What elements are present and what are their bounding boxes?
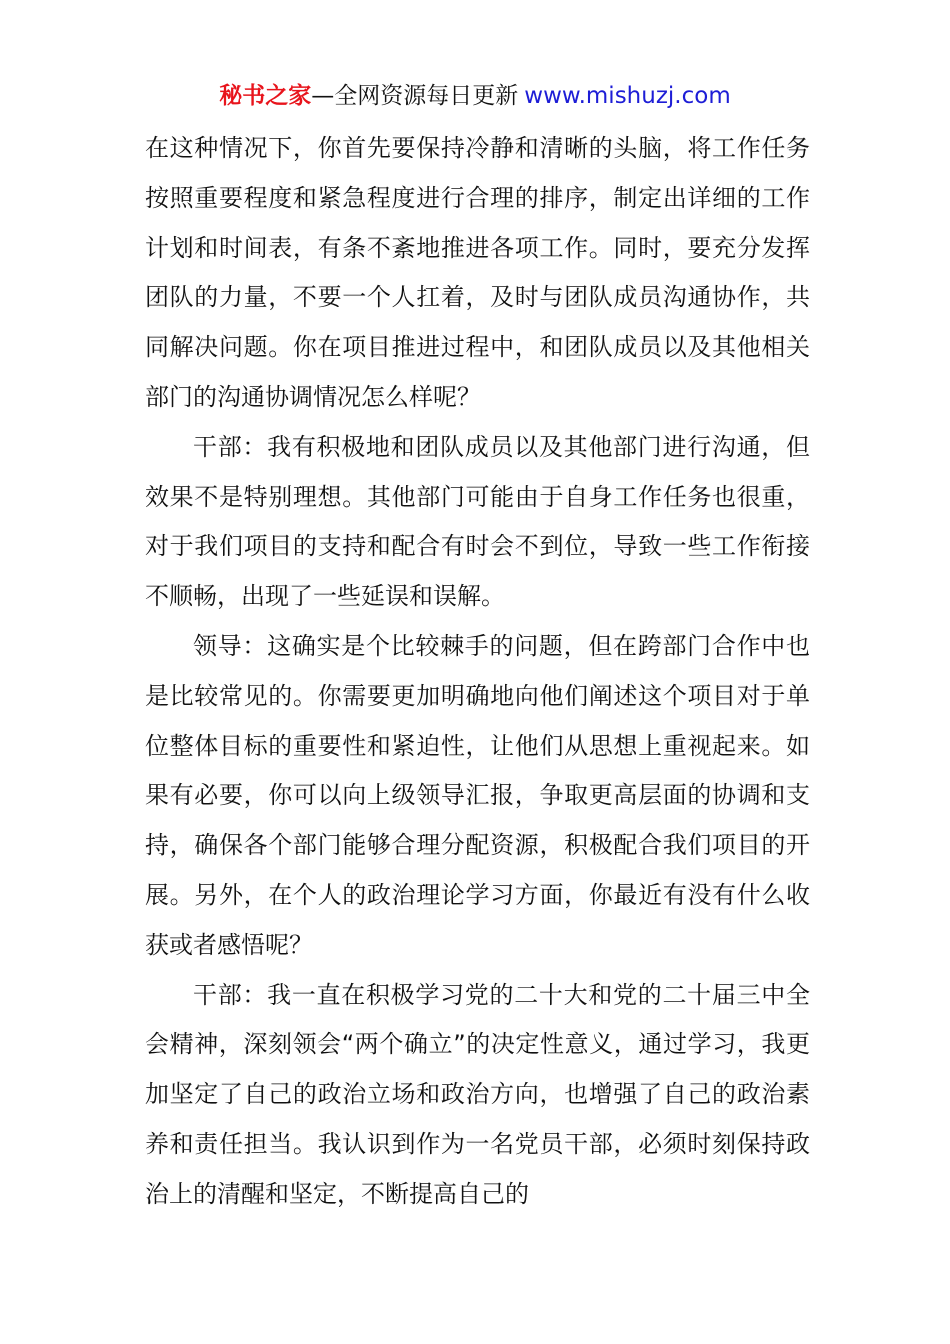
paragraph-cadre-reply-1: 干部：我有积极地和团队成员以及其他部门进行沟通，但效果不是特别理想。其他部门可能由于自身工作任务也很重，对于我们项目的支持和配合有时会不到位，导致一些工作衔接不顺畅，出现了一些延误和误解。 [145,432,810,611]
site-brand: 秘书之家 [219,83,312,109]
site-url-link[interactable]: www.mishuzj.com [524,83,731,109]
site-header [0,80,950,112]
document-body [145,124,810,1220]
paragraph-leader-reply: 领导：这确实是个比较棘手的问题，但在跨部门合作中也是比较常见的。你需要更加明确地向他们阐述这个项目对于单位整体目标的重要性和紧迫性，让他们从思想上重视起来。如果有必要，你可以向上级领导汇报，争取更高层面的协调和支持，确保各个部门能够合理分配资源，积极配合我们项目的开展。另外，在个人的政治理论学习方面，你最近有没有什么收获或者感悟呢？ [145,631,810,959]
paragraph-continued: 在这种情况下，你首先要保持冷静和清晰的头脑，将工作任务按照重要程度和紧急程度进行合理的排序，制定出详细的工作计划和时间表，有条不紊地推进各项工作。同时，要充分发挥团队的力量，不要一个人扛着，及时与团队成员沟通协作，共同解决问题。你在项目推进过程中，和团队成员以及其他相关部门的沟通协调情况怎么样呢？ [145,134,810,411]
site-tagline: —全网资源每日更新 [311,83,519,109]
paragraph-cadre-reply-2: 干部：我一直在积极学习党的二十大和党的二十届三中全会精神，深刻领会“两个确立”的决定性意义，通过学习，我更加坚定了自己的政治立场和政治方向，也增强了自己的政治素养和责任担当。我认识到作为一名党员干部，必须时刻保持政治上的清醒和坚定，不断提高自己的 [145,980,810,1208]
